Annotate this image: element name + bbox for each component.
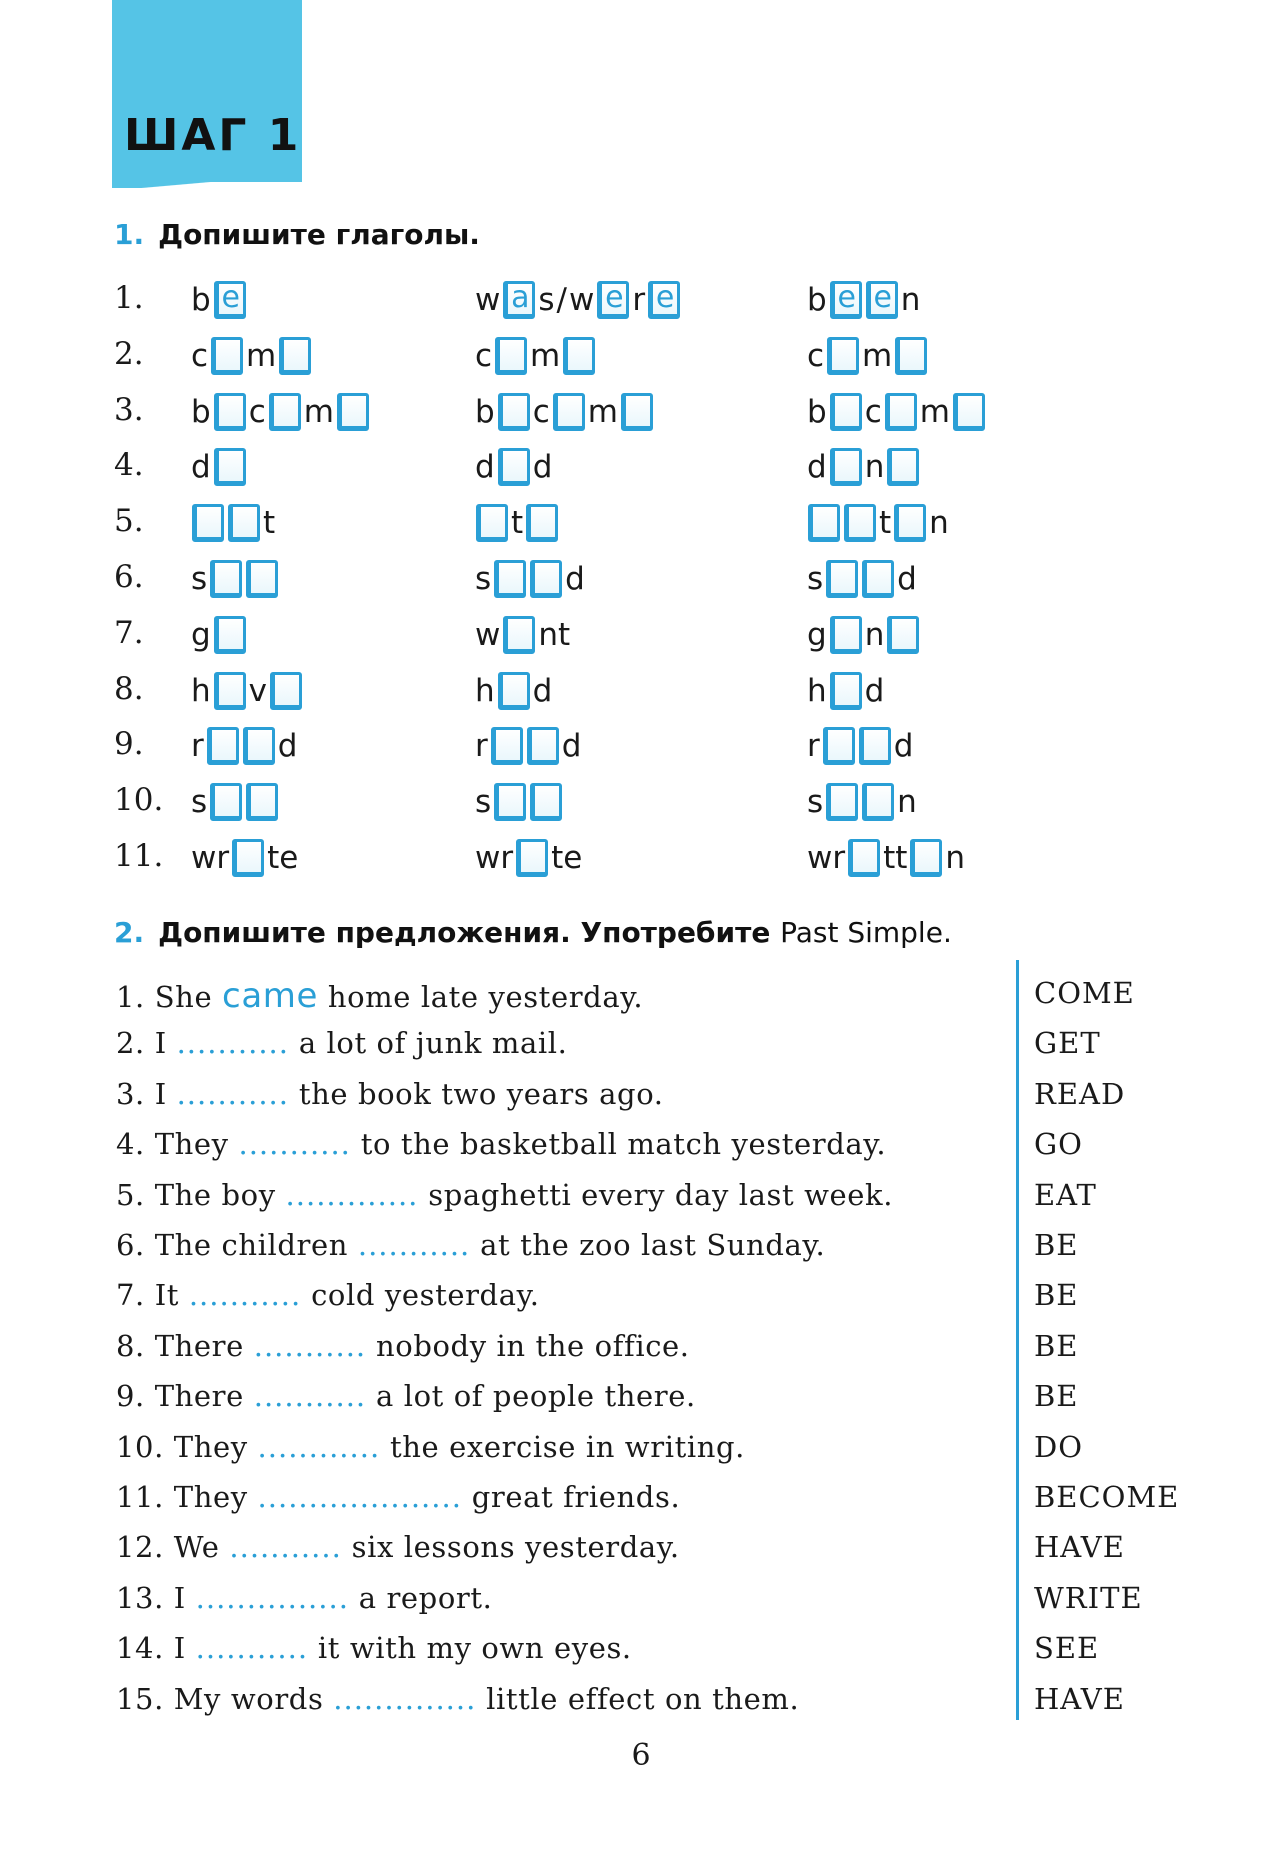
sentence-row [116,1278,1266,1326]
letter-box[interactable] [498,448,530,486]
verb-row [114,611,1214,663]
verb-row-number: 3. [114,391,144,428]
sentence-gap[interactable]: ........... [176,1076,289,1111]
sentence-row [116,1329,1266,1377]
letter-box[interactable] [270,672,302,710]
verb-form-2 [474,276,682,324]
letter-box[interactable] [827,337,859,375]
verb-letters: m [862,337,893,374]
sentence-text [116,1329,690,1363]
verb-letters: w [475,616,501,653]
letter-box[interactable] [214,393,246,431]
exercise-2-number: 2. [114,916,145,949]
sentence-text [116,1631,632,1665]
verb-letters: d [864,672,885,709]
verb-form-3 [806,555,918,603]
sentence-before: They [173,1429,248,1464]
verb-form-2 [474,443,553,491]
sentence-before: There [154,1379,244,1414]
verb-row-number: 8. [114,670,144,707]
sentence-number: 15. [116,1681,164,1716]
letter-box[interactable] [498,672,530,710]
verb-row [114,332,1214,384]
sentence-after: home late yesterday. [327,980,644,1014]
exercise-2-title-suffix: Past Simple. [780,916,952,949]
letter-box[interactable] [563,337,595,375]
infinitive-verb: COME [1034,976,1135,1010]
verb-letters: t [263,505,276,542]
letter-box[interactable] [887,448,919,486]
sentence-number: 12. [116,1530,164,1565]
letter-box[interactable]: e [830,281,862,319]
verb-letters: r [475,728,488,765]
verb-row [114,555,1214,607]
letter-box[interactable] [269,393,301,431]
letter-box[interactable] [808,504,840,542]
sentence-number: 4. [116,1127,145,1162]
sentence-text [116,1178,893,1212]
letter-box[interactable]: e [866,281,898,319]
sentence-before: My words [173,1681,324,1716]
verb-row-number: 4. [114,447,144,484]
sentence-text [116,1077,664,1111]
verb-letters: c [532,393,550,430]
sentence-before: I [154,1076,167,1111]
verb-letters: c [807,337,825,374]
sentence-row [116,1127,1266,1175]
sentence-after: spaghetti every day last week. [428,1177,894,1212]
letter-box[interactable] [862,560,894,598]
verb-letters: d [532,449,553,486]
verb-letters: b [807,282,827,318]
verb-row-number: 11. [114,838,164,874]
sentence-number: 10. [116,1429,164,1464]
verb-letters: n [900,282,921,318]
letter-box[interactable]: e [648,281,680,319]
sentence-number: 9. [116,1379,145,1414]
verb-form-2 [474,332,597,380]
sentence-after: the exercise in writing. [390,1429,745,1464]
verb-row [114,443,1214,495]
verb-letters: s [191,561,208,597]
verb-letters: m [587,393,618,430]
verb-form-2 [474,499,560,547]
verb-form-3 [806,388,987,436]
sentence-text [116,1430,745,1464]
sentence-row [116,1480,1266,1528]
sentence-before: I [154,1026,167,1061]
verb-letters: te [551,840,583,876]
exercise-1-title: Допишите глаголы. [158,218,480,251]
sentence-text [116,1127,886,1161]
verb-form-2 [474,611,571,659]
verb-letters: g [191,616,211,653]
sentence-row [116,1026,1266,1074]
sentence-text [116,1581,492,1615]
letter-box[interactable] [894,504,926,542]
sentence-after: to the basketball match yesterday. [360,1127,887,1162]
letter-box[interactable] [823,727,855,765]
verb-letters: w [475,282,501,318]
letter-box[interactable] [526,504,558,542]
verb-letters: c [475,337,493,374]
verb-form-2 [474,722,582,770]
verb-form-3 [806,443,921,491]
verb-letters: n [864,449,885,486]
verb-form-2 [474,834,583,882]
letter-box[interactable] [214,672,246,710]
verb-letters: d [565,561,585,597]
sentence-before: It [154,1278,180,1313]
sentence-gap[interactable]: ............ [257,1429,381,1464]
verb-form-1 [190,834,299,882]
letter-box[interactable] [210,783,242,821]
verb-form-3 [806,499,950,547]
verb-letters: n [897,784,917,821]
verb-letters: d [191,449,211,486]
sentence-before: They [154,1127,229,1162]
infinitive-verb: HAVE [1034,1530,1125,1565]
exercise-1-number: 1. [114,218,145,251]
verb-letters: n [945,840,966,876]
verb-form-1 [190,388,371,436]
sentence-number: 3. [116,1076,145,1111]
letter-box[interactable] [503,616,535,654]
verb-form-3 [806,332,929,380]
letter-box[interactable] [830,448,862,486]
verb-letters: s [807,561,824,597]
sentence-before: We [173,1530,220,1565]
verb-letters: te [267,840,299,876]
letter-box[interactable] [494,783,526,821]
sentence-row [116,1581,1266,1629]
sentence-text [116,1379,696,1413]
sentence-row [116,1631,1266,1679]
sentence-row [116,1682,1266,1730]
verb-letters: d [807,449,827,486]
verb-letters: b [191,282,211,318]
letter-box[interactable] [830,616,862,654]
sentence-number: 5. [116,1177,145,1212]
sentence-after: nobody in the office. [375,1328,690,1363]
sentence-after: the book two years ago. [298,1076,664,1111]
verb-letters: c [864,393,882,430]
infinitive-verb: BECOME [1034,1480,1180,1514]
verb-letters: d [475,449,495,486]
verb-letters: r [632,282,646,318]
sentence-gap[interactable]: .............. [333,1681,477,1716]
verb-row [114,722,1214,774]
verb-row-number: 2. [114,335,144,372]
sentence-text [116,1682,799,1716]
exercise-2-title: Допишите предложения. Употребите [158,916,771,949]
verb-letters: m [919,393,950,430]
sentence-text [116,1278,540,1312]
letter-box[interactable] [859,727,891,765]
letter-box[interactable] [491,727,523,765]
verb-row-number: 9. [114,726,144,763]
verb-row-number: 7. [114,614,144,651]
letter-box[interactable] [848,839,880,877]
sentence-before: The boy [154,1177,276,1212]
verb-letters: d [897,561,917,597]
letter-box[interactable]: e [214,281,246,319]
letter-box[interactable] [211,337,243,375]
sentence-before: She [154,980,213,1014]
letter-box[interactable] [207,727,239,765]
sentence-after: cold yesterday. [311,1278,540,1313]
sentence-after: six lessons yesterday. [351,1530,680,1565]
verb-letters: wr [191,840,230,876]
exercise-1-heading [114,218,480,251]
letter-box[interactable] [895,337,927,375]
letter-box[interactable] [530,560,562,598]
verb-letters: s [191,784,208,821]
verb-letters: s [807,784,824,821]
infinitive-verb: HAVE [1034,1681,1125,1716]
sentence-after: a lot of people there. [375,1379,696,1414]
letter-box[interactable] [527,727,559,765]
verb-form-1 [190,555,280,603]
verb-letters: d [561,728,582,765]
verb-letters: m [246,337,277,374]
sentence-before: There [154,1328,244,1363]
verb-letters: b [191,393,211,430]
sentence-gap[interactable]: ........... [176,1026,289,1061]
verb-row [114,499,1214,551]
sentence-after: it with my own eyes. [317,1631,632,1666]
letter-box[interactable] [830,672,862,710]
sentence-before: I [173,1580,186,1615]
sentence-before: They [173,1480,248,1514]
verb-letters: t [511,505,524,542]
verb-letters: b [807,393,827,430]
verb-form-1 [190,611,248,659]
verb-row [114,388,1214,440]
verb-column-divider [1016,960,1019,1720]
letter-box[interactable] [553,393,585,431]
letter-box[interactable] [246,560,278,598]
verb-letters: r [807,728,820,765]
verb-letters: n [864,616,885,653]
sentence-gap[interactable]: ........... [188,1278,302,1313]
page-number: 6 [631,1738,651,1773]
verb-form-3 [806,667,885,715]
letter-box[interactable] [228,504,260,542]
sentence-gap[interactable]: ........... [357,1228,471,1262]
verb-form-3 [806,611,921,659]
sentence-number: 14. [116,1631,164,1666]
verb-form-1 [190,499,276,547]
verb-letters: d [277,728,298,765]
verb-letters: b [475,393,495,430]
verb-form-3 [806,778,918,826]
letter-box[interactable] [830,393,862,431]
sentence-text [116,1480,680,1514]
letter-box[interactable] [494,560,526,598]
verb-letters: d [893,728,914,765]
verb-form-2 [474,388,655,436]
verb-letters: n [929,505,949,542]
infinitive-verb: EAT [1034,1177,1097,1212]
verb-letters: wr [807,840,846,876]
verb-form-2 [474,778,564,826]
sentence-number: 7. [116,1278,145,1313]
verb-letters: g [807,616,827,653]
sentence-after: little effect on them. [486,1681,800,1716]
verb-row-number: 1. [114,280,144,316]
sentence-number: 8. [116,1328,145,1363]
verb-letters: v [248,672,268,709]
verb-letters: w [568,282,595,318]
letter-box[interactable] [862,783,894,821]
verb-row [114,778,1214,830]
sentence-number: 11. [116,1480,164,1514]
letter-box[interactable] [826,783,858,821]
verb-form-2 [474,667,553,715]
verb-letters: / [556,282,567,318]
sentence-row [116,1228,1266,1276]
verb-letters: s [475,784,492,821]
verb-letters: tt [883,840,908,876]
verb-letters: h [475,672,495,709]
letter-box[interactable] [192,504,224,542]
infinitive-verb: DO [1034,1429,1084,1464]
verb-form-1 [190,332,313,380]
sentence-gap[interactable]: ............. [285,1177,419,1212]
sentence-row [116,1178,1266,1226]
sentence-after: a report. [358,1580,493,1615]
letter-box[interactable] [953,393,985,431]
verb-row [114,834,1214,886]
sentence-gap[interactable]: ........... [253,1328,367,1363]
verb-letters: c [191,337,209,374]
infinitive-verb: READ [1034,1076,1126,1111]
sentence-after: a lot of junk mail. [298,1026,568,1061]
letter-box[interactable] [279,337,311,375]
verb-form-1 [190,667,304,715]
verb-letters: h [807,672,827,709]
letter-box[interactable] [498,393,530,431]
sentence-answer: came [222,976,319,1016]
verb-letters: h [191,672,211,709]
sentence-gap[interactable]: ........... [253,1379,367,1414]
sentence-gap[interactable]: ........... [195,1631,309,1666]
verb-form-1 [190,276,248,324]
verb-row [114,276,1214,328]
sentence-text [116,976,643,1016]
verb-form-1 [190,722,298,770]
sentence-text [116,1228,825,1262]
sentence-number: 1. [116,980,145,1014]
letter-box[interactable] [232,839,264,877]
exercise-2-heading [114,916,952,949]
verb-letters: r [191,728,204,765]
letter-box[interactable] [210,560,242,598]
sentence-row [116,1530,1266,1578]
infinitive-verb: BE [1034,1328,1079,1363]
infinitive-verb: BE [1034,1379,1079,1414]
verb-form-1 [190,778,280,826]
verb-letters: s [475,561,492,597]
letter-box[interactable] [826,560,858,598]
sentence-text [116,1530,680,1564]
letter-box[interactable]: a [503,281,535,319]
sentence-after: great friends. [471,1480,681,1514]
verb-form-3 [806,722,914,770]
sentence-after: at the zoo last Sunday. [480,1228,826,1262]
sentence-before: I [173,1631,186,1666]
letter-box[interactable] [246,783,278,821]
letter-box[interactable] [530,783,562,821]
verb-letters: t [879,505,892,542]
verb-letters: nt [538,616,571,653]
verb-form-3 [806,834,966,882]
sentence-row [116,1077,1266,1125]
letter-box[interactable] [885,393,917,431]
letter-box[interactable] [476,504,508,542]
letter-box[interactable] [621,393,653,431]
sentence-number: 6. [116,1228,145,1262]
infinitive-verb: WRITE [1034,1580,1143,1615]
sentence-gap[interactable]: ........... [229,1530,342,1565]
verb-letters: wr [475,840,514,876]
verb-letters: s [538,282,555,318]
sentence-before: The children [154,1228,349,1262]
letter-box[interactable] [337,393,369,431]
letter-box[interactable] [214,448,246,486]
letter-box[interactable] [243,727,275,765]
infinitive-verb: BE [1034,1228,1079,1262]
verb-letters: m [530,337,561,374]
sentence-gap[interactable]: ............... [195,1580,349,1615]
letter-box[interactable]: e [597,281,629,319]
sentence-row [116,976,1266,1024]
verb-row-number: 6. [114,559,144,595]
verb-row-number: 10. [114,782,164,819]
infinitive-verb: GO [1034,1127,1083,1162]
letter-box[interactable] [910,839,942,877]
verb-row [114,667,1214,719]
verb-form-1 [190,443,248,491]
sentence-text [116,1026,567,1060]
sentence-gap[interactable]: ........... [238,1127,351,1162]
infinitive-verb: BE [1034,1278,1079,1313]
verb-letters: d [532,672,553,709]
letter-box[interactable] [495,337,527,375]
verb-letters: m [303,393,334,430]
sentence-row [116,1379,1266,1427]
letter-box[interactable] [516,839,548,877]
verb-row-number: 5. [114,503,144,540]
sentence-row [116,1430,1266,1478]
sentence-gap[interactable]: .................... [257,1480,462,1514]
verb-form-3 [806,276,921,324]
letter-box[interactable] [214,616,246,654]
sentence-number: 13. [116,1580,164,1615]
infinitive-verb: GET [1034,1026,1101,1061]
sentence-number: 2. [116,1026,145,1061]
step-title: ШАГ 1 [124,110,302,161]
infinitive-verb: SEE [1034,1631,1100,1666]
verb-form-2 [474,555,586,603]
letter-box[interactable] [844,504,876,542]
verb-letters: c [248,393,266,430]
letter-box[interactable] [887,616,919,654]
